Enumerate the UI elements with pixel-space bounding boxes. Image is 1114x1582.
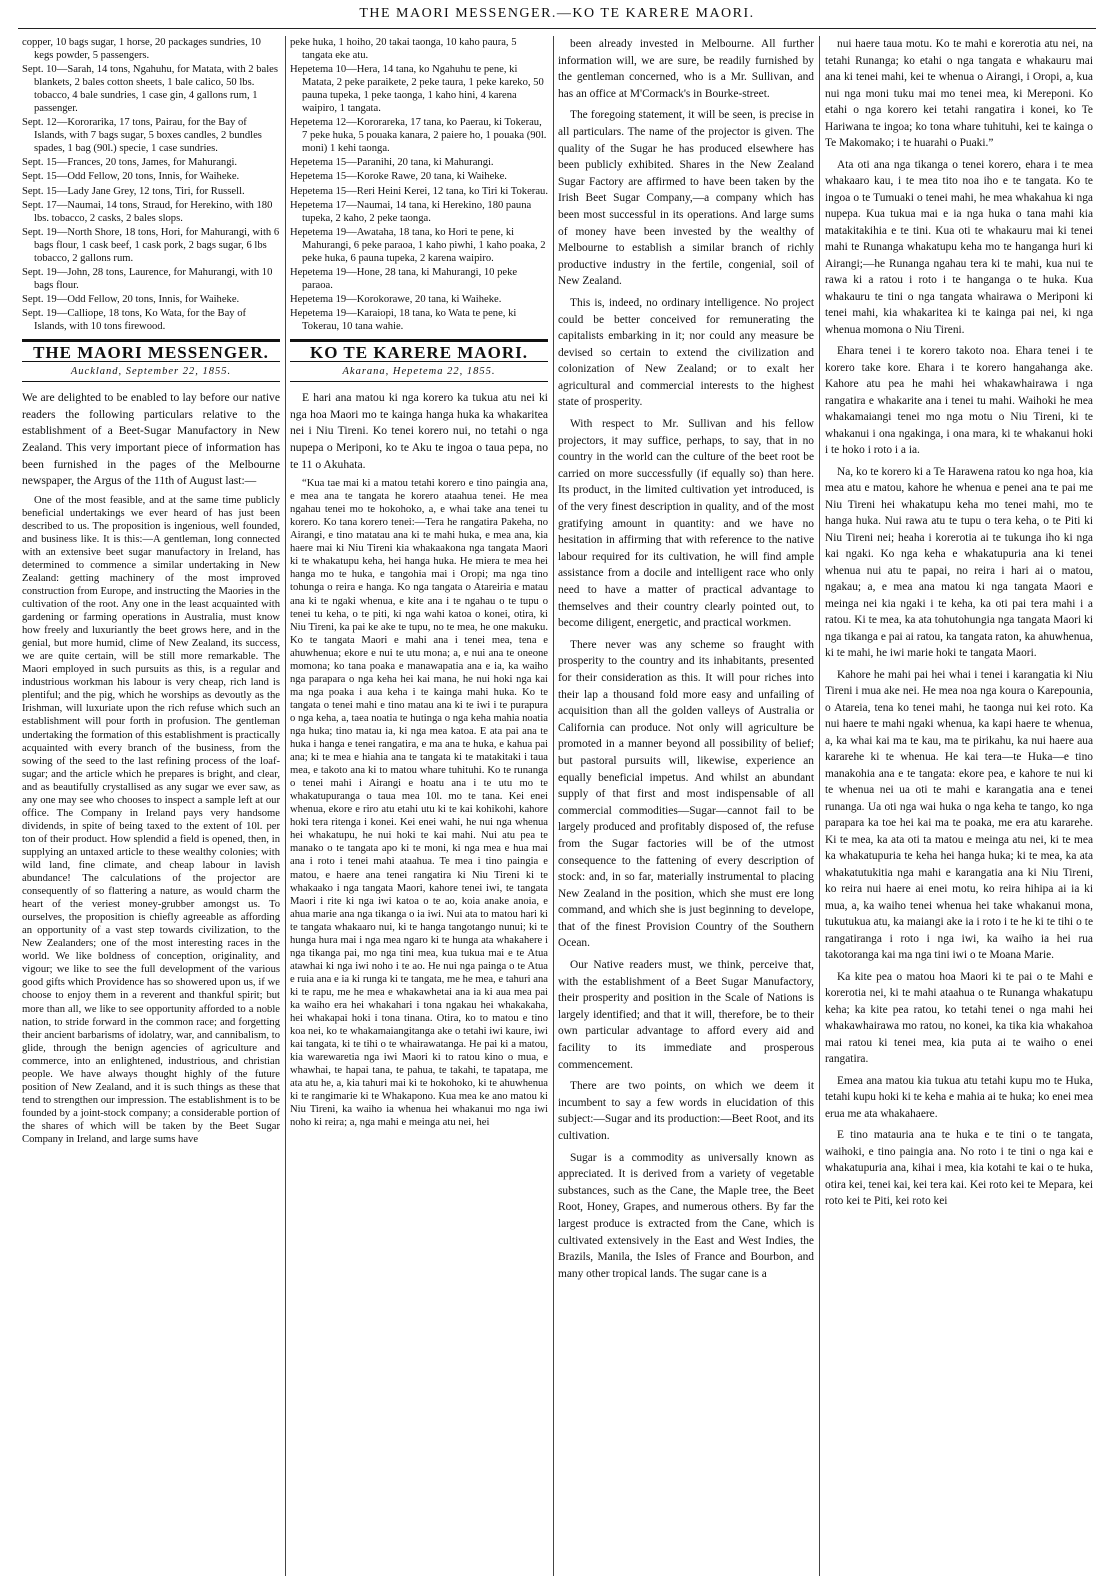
shipping-entry: Hepetema 15—Paranihi, 20 tana, ki Mahurangi. — [290, 157, 494, 169]
shipping-entry: Sept. 15—Frances, 20 tons, James, for Mahurangi. — [22, 157, 238, 169]
shipping-entry: Sept. 10—Sarah, 14 tons, Ngahuhu, for Matata, with 2 bales blankets, 2 bales cotton sheets, 1 bale calico, 50 lbs. tobacco, 4 bale sundries, 1 case gin, 4 gallons rum, 1 passenger. — [22, 64, 278, 115]
paragraph: E tino matauria ana te huka e te tini o te tangata, waihoki, e tino paingia ana. No roto i te tini o nga kai e whakatupuria ana, kihai i mea, kia kotahi te kai o te huka, otira kei, tenei kai, kei tera kai. Kei roto kei te Mepara, kei roto kei te Piti, kei roto kei — [825, 1129, 1093, 1207]
english-lead-paragraph: We are delighted to be enabled to lay before our native readers the following particulars relative to the establishment of a Beet-Sugar Manufactory in New Zealand. This very important piece of information has been furnished in the pages of the Melbourne newspaper, the Argus of the 11th of August last:— — [22, 391, 280, 488]
paragraph: Ka kite pea o matou hoa Maori ki te pai o te Mahi e korerotia nei, ki te mahi ataahua o te Runanga whakatupu keha; ka kite pea ratou, ko tetahi tenei o nga mahi hei whakawhairawa mo ratou, no konei, ka tika kia whakahoa mai ratou ki tenei mea, kia puta ai te waiho o enei rangatira. — [825, 970, 1093, 1065]
shipping-entry: Hepetema 19—Awataha, 18 tana, ko Hori te pene, ki Mahurangi, 6 peke paraoa, 1 kaho piwhi, 1 kaho poaka, 2 peke huka, 6 pauna tupeka, 2 karena waipiro. — [290, 226, 546, 264]
column-rule — [553, 36, 554, 1576]
paragraph: There never was any scheme so fraught with prosperity to the country and its inhabitants, presented for their consideration as this. It will pour riches into their lap a thousand fold more easy and unfailing of acquisition than all the golden valleys of Australia or California can produce. Not only will agriculture be promoted in a manner beyond all possibility of belief; but pastoral pursuits will, likewise, experience an equally beneficial impetus. And whilst an abundant supply of that first and most indispensable of all commercial commodities—Sugar—cannot fail to be largely produced and profitably disposed of, the refuse from the Sugar factories will be of the utmost consequence to the fattening of every description of stock: and, in so far, materially instrumental to placing New Zealand in the position, which she must ere long command, and which she is just beginning to develope, that of the finest Provision Country of the Southern Ocean. — [558, 638, 814, 950]
maori-dateline: Akarana, Hepetema 22, 1855. — [290, 365, 548, 382]
maori-continuation-column — [825, 36, 1093, 1576]
paragraph: been already invested in Melbourne. All further information will, we are sure, be readily furnished by the gentleman concerned, who is a Mr. Sullivan, and has an office at M'Cormack's in Bourke-street. — [558, 38, 814, 100]
paragraph: nui haere taua motu. Ko te mahi e korerotia atu nei, na tetahi Runanga; ko etahi o nga tangata e whakauru mai ana ki tenei mahi, kei te whenua o Airangi, i Oropi, a, kua nui nga moni tuku mai mo tenei mea, ki Mereponi. Ko etahi o nga korero kei tetahi rangatira i konei, ko Te Hariwana te ingoa; ko tona whare tuhituhi, kei te kainga o Te Makomako; i te huarahi o Puaki.” — [825, 38, 1093, 149]
paragraph: Na, ko te korero ki a Te Harawena ratou ko nga hoa, kia mea atu e matou, kahore he whenua e penei ana te pai me Niu Tireni hei whakatupu keha mo tenei mahi, mo te hanga huka. Nui rawa atu te tupu o tera keha, o te Piti ki Niu Tireni nei; heaha i korerotia ai te tukunga iho ki nga kai ngaki. Ko nga keha e whakatupuria ana ki tenei whenua nui atu te papai, no reira i hari ai o matou, ngakau; a, e mea ana matou ki nga tangata Maori e meinga nei kia ngaki i te keha, ka oti pai tera mahi i a ratou. Ki te mea, ka ata tohutohungia nga tangata Maori ki nga tikanga e pai ai ratou, ka tangata raton, ka ahuwhenua, ki te mahi, he iwi marie hoki te tangata Maori. — [825, 465, 1093, 659]
shipping-entry: Hepetema 15—Koroke Rawe, 20 tana, ki Waiheke. — [290, 171, 507, 183]
shipping-entry: copper, 10 bags sugar, 1 horse, 20 packages sundries, 10 kegs powder, 5 passengers. — [22, 37, 261, 62]
shipping-entry: Sept. 15—Odd Fellow, 20 tons, Innis, for Waiheke. — [22, 171, 240, 183]
shipping-entry: Hepetema 19—Hone, 28 tana, ki Mahurangi, 10 peke paraoa. — [290, 266, 518, 291]
paragraph: One of the most feasible, and at the same time publicly beneficial undertakings we ever heard of has just been described to us. The proposition is ingenious, well founded, and business like. It is this:—A gentleman, long connected with an extensive beet sugar manufactory in Ireland, has determined to commence a similar undertaking in New Zealand: getting machinery of the most improved construction from Europe, and instructing the Maories in the cultivation of the root. Any one in the least acquainted with gardening or farming operations in Australia, must know how freely and luxuriantly the beet grows here, and in the genial, but more humid, clime of New Zealand, its success, we are quite certain, will be still more remarkable. The Maori employed in such pursuits as this, is a regular and industrious workman his labour is very cheap, rich land is plentiful; and the pig, which he worships as devoutly as the Irishman, will luxuriate upon the rich refuse which such an establishment will pour forth in profusion. The gentleman undertaking the formation of this establishment is practically acquainted with every branch of the business, from the sowing of the seed to the last refining process of the loaf-sugar; and the article which he prepares is bright, and clear, and as beautifully crystallised as any sugar we ever saw, as any one may see who chooses to inspect a sample left at our office. The Company in Ireland pays very handsome dividends, in spite of being taxed to the extent of 10l. per ton of their product. How splendid a field is opened, then, in supplying an untaxed article to these wealthy colonies; with wild land, fine climate, and cheap labour in lavish abundance! The calculations of the projector are consequently of so flattering a nature, as would charm the heart of the veriest money-grubber amongst us. To ourselves, the proposition is chiefly agreeable as affording an opportunity of a vast step towards civilization, to the New Zealanders; one of the most interesting races in the world. We like boldness of conception, originality, and vigour; we like to see the full development of the various good gifts which Providence has so showered upon us, if we choose to enjoy them in a reverent and thankful spirit; but more than all, we like to see opportunity afforded to a noble nation, to stride forward in the common race; and forgetting their ancient barbarisms of idolatry, war, and cannibalism, to glide, through the benign agencies of agriculture and commerce, into an enlightened, industrious, and christian people. We have always thought highly of the future position of New Zealand, and it is such things as these that tend to strengthen our impression. The establishment is to be founded by a joint-stock company; a considerable portion of the shares of which will be taken by the Beet Sugar Company in Ireland, and large sums have — [22, 494, 280, 1145]
shipping-entry: Sept. 19—Calliope, 18 tons, Ko Wata, for the Bay of Islands, with 10 tons firewood. — [22, 307, 247, 332]
english-article-body — [22, 494, 280, 1146]
paragraph: Sugar is a commodity as universally known as appreciated. It is derived from a variety of vegetable substances, such as the Cane, the Maple tree, the Beet Root, Honey, Grapes, and numerous others. By far the largest produce is extracted from the Cane, which is cultivated extensively in the East and West Indies, the Brazils, Manila, the Isles of France and Bourbon, and many other tropical lands. The sugar cane is a — [558, 1151, 814, 1280]
running-head: THE MAORI MESSENGER.—KO TE KARERE MAORI. — [359, 6, 755, 21]
maori-masthead: KO TE KARERE MAORI. — [290, 339, 548, 362]
english-masthead: THE MAORI MESSENGER. — [22, 339, 280, 362]
column-rule — [285, 36, 286, 1576]
paragraph: There are two points, on which we deem it incumbent to say a few words in elucidation of this subject:—Sugar and its production:—Beet Root, and its cultivation. — [558, 1080, 814, 1142]
shipping-entry: Sept. 12—Kororarika, 17 tons, Pairau, for the Bay of Islands, with 7 bags sugar, 5 boxes candles, 2 bundles spades, 1 bag (90l.) specie, 1 case sundries. — [22, 117, 262, 155]
shipping-entry: Hepetema 19—Korokorawe, 20 tana, ki Waiheke. — [290, 293, 502, 305]
paragraph: With respect to Mr. Sullivan and his fellow projectors, it may suffice, perhaps, to say, that in no country in the world can the culture of the beet root be carried on more successfully (if equally so) than here. Its product, in the limited cultivation yet introduced, is of the very finest description in quality, and of the most gratifying amount in quantity: and we have no hesitation in affirming that with reference to the native labour required for its cultivation, he will find ample assistance from a docile and intelligent race who only need to have a matter of practical advantage to themselves and their country clearly pointed out, to become diligent, energetic, and practical workmen. — [558, 418, 814, 630]
maori-article-body: “Kua tae mai ki a matou tetahi korero e tino paingia ana, e mea ana te tangata he korero ataahua tenei. He mea ngahau tenei mo te hokohoko, a, e whai take ana tenei tu korero. Ko tana korero tenei:—Tera he rangatira Pakeha, no Airangi, e tino matatau ana ki te mahi huka, e mea ana, kia haere mai ki Niu Tireni kia whakaakona nga tangata Maori ki te whakatupu keha, hei hanga huka. He miera te mea hei hanga mo te huka, e tangohia mai i Oropi; ma nga tino tohunga o reira e hanga. Ko nga tangata o Atareiria e matau ana ki te ngaki whenua, e kite ana i te ngahau o te tupu o tenei tu keha, o te piti, ki nga wahi katoa o konei, otira, ki Niu Tireni, ka pai ke ake te tupu, no te mea, he one makuku. Ko te tangata Maori e mahi ana i tenei mea, tena e ahuwhenua; ekore e nui te utu mona; a, e nui ana te oneone momona; ko tana poaka e manawapatia ana e ia, ka waiho nga parapara o nga keha hei kai mana, he nui hoki nga kai ma nga poaka i aua keha i te kainga mahi huka. Ko te tangata o tenei mahi e tino matau ana ki te iwi i te purapura o nga keha, a, taea noatia te hutinga o nga keha mahia noatia nga huka; tino matau ia, ki nga mea katoa. E ata pai ana te huka i hanga e tenei rangatira, e ma ana te huka, e kahua pai ana; ki te mea e hiahia ana te tangata ki te matakitaki i taua mea, e takoto ana ki to matou whare tuhituhi. Ko te runanga o tenei mahi i Airangi e hoatu ana i te utu mo te whakatupuranga o taua mea 10l. mo te tana. Kei enei whenua, ekore e riro atu etahi utu ki te kai kohikohi, kahore hoki tera ritenga i konei. Kei enei wahi, he nui nga whenua hei whakatupu, he nui hoki te kai mahi. Nui atu pea te manako o te tangata apo ki te moni, ki nga mea e hua mai ana i roto i tenei mahi ataahua. Te mea i tino paingia e matou, e haere ana tenei rangatira ki Niu Tireni ki te whakaako i nga tangata Maori, kahore tenei iwi, te tangata Maori i rite ki nga iwi katoa o te ao, koia anake anoia, e ahua marie ana nga tikanga o ia iwi. Nui ata to matou hari ki te tangata whakaaro nui, ki te hanga tangotango nunui; ki te hunga hura mai i nga mea ngaro ki te hunga ata whakahere i nga tikanga pai, mo nga tini mea, kua tukua mai e te Atua atawhai ki nga iwi noho i te ao. He nui nga painga o te Atua e ruia ana e ia ki runga ki te tangata, me he mea, e tahuri ana ki te rapu, me he mea e whakawhetai ana ia ki aua mea pai ka waiho era hei whakahari i tona ngakau hei whakakaha, hei whakapai hoki i tona tinana. Otira, ko to matou e tino koa nei, ko te whakamaiangitanga ake o tetahi iwi kaure, iwi kai tangata, ki te tihi o te whairawatanga. He pai ki a matou, kia warewaretia nga iwi Maori ki to ratou kino o mua, e whawhai, te hapai tana, te pahua, te takahi, te tapatapa, me ata atu he, a, kia tahuri mai ki te hokohoko, ki te ahuwhenua ki te rangimarie ki te Whakapono. Kua mea ke ano matou ki Niu Tireni, ka waiho ia whenua hei whakanui mo nga iwi noho ki reira; a, nga mahi e meinga atu nei, hei — [290, 478, 548, 1129]
english-column — [22, 36, 280, 1576]
maori-shipping-list — [290, 36, 548, 333]
shipping-entry: peke huka, 1 hoiho, 20 takai taonga, 10 kaho paura, 5 tangata eke atu. — [290, 37, 517, 62]
english-shipping-list — [22, 36, 280, 333]
shipping-entry: Sept. 19—North Shore, 18 tons, Hori, for Mahurangi, with 6 bags flour, 1 cask beef, 1 cask pork, 2 bags sugar, 6 lbs tobacco, 2 gallons rum. — [22, 226, 280, 264]
paragraph: Kahore he mahi pai hei whai i tenei i karangatia ki Niu Tireni i mua ake nei. He mea noa nga koura o Karepounia, o Atareia, tena ko tenei mahi, he taonga nui kei roto. Ka nui haere te mahi ngaki whenua, ka kapi haere te whenua, a, ka whai kai ma te kau, ma te pirikahu, ka nui haere aua kararehe ki te whenua. He kai tera—te Huka—e tino manakohia ana e te tangata: ekore pea, e kahore te nui ki te whenua nei ua oti te mahi e karangatia ana e tenei runanga. Ua oti nga wai huka o nga keha te tango, ko nga parapara ka toe hei kai ma te poaka, me era atu kararehe. Ki te mea, ka ata oti ta matou e meinga atu nei, ki te mea ka whakatupuria te keha hei hanga huka; ki te mea, ka ata whakatutukitia nga mahi e karangatia ana ki Niu Tireni, ko reira nui haere ai enei motu, ko reira hihipa ai ia ki mua, a, ka waiho tenei whenua hei take whakanui mona, tukutukua atu, ka maiangi ake ia i roto i te he ki te tihi o te rangatiranga i roto i nga iwi, ka waiho ia hei rua takotoranga kai ma nga tini iwi o te Moana Marie. — [825, 668, 1093, 961]
english-dateline: Auckland, September 22, 1855. — [22, 365, 280, 382]
shipping-entry: Sept. 19—Odd Fellow, 20 tons, Innis, for Waiheke. — [22, 293, 240, 305]
paragraph: Ehara tenei i te korero takoto noa. Ehara tenei i te korero take kore. Ehara i te korero hangahanga ake. Kahore atu pea he mahi hei whakawhairawa i nga rangatira e whakarite ana i tenei tu mahi. Waihoki he mea whakamaiangi tenei mo nga motu o Niu Tireni, ki te whakanui i ona ngakinga, i ona mara, ki te whakanui hoki i te hoko i roto i a ia. — [825, 345, 1093, 456]
shipping-entry: Hepetema 17—Naumai, 14 tana, ki Herekino, 180 pauna tupeka, 2 kaho, 2 peke taonga. — [290, 199, 532, 224]
paragraph: This is, indeed, no ordinary intelligence. No project could be better conceived for remunerating the capitalists embarking in it; nor could any measure be devised so certain to extend the civilization and colonization of New Zealand; or to exalt her agricultural and commercial interests to the highest state of prosperity. — [558, 296, 814, 409]
paragraph: Our Native readers must, we think, perceive that, with the establishment of a Beet Sugar Manufactory, their prosperity and position in the Scale of Nations is largely identified; and that it will, therefore, be to their own particular advantage to afford every aid and facility to its immediate and prosperous commencement. — [558, 959, 814, 1071]
shipping-entry: Sept. 15—Lady Jane Grey, 12 tons, Tiri, for Russell. — [22, 185, 245, 197]
header-rule — [18, 28, 1096, 29]
shipping-entry: Hepetema 15—Reri Heini Kerei, 12 tana, ko Tiri ki Tokerau. — [290, 185, 548, 197]
shipping-entry: Hepetema 19—Karaiopi, 18 tana, ko Wata te pene, ki Tokerau, 10 tana wahie. — [290, 307, 517, 332]
paragraph: Ata oti ana nga tikanga o tenei korero, ehara i te mea whakaaro kau, i te mea tito noa iho e te tangata. Ko te ingoa o te Tumuaki o tenei mahi, he mea whakahua ki nga nupepa. Kua tukua mai e ia nga huka o tana mahi kia matakitakihia e te tini. Kua oti te whakauru mai ki tenei mahi te Runanga whakatupu keha mo te hanganga huri ki Airangi;—he Runanga ngahau tera ki te mahi, kua nui te rawa ki a ratou i roto i te hanganga o te huka. Kua whakauru te tini o nga tangata whairawa o Meriponi ki tenei mahi, kia whakaritea ki te kainga pai nei, ki nga whenua momona o Niu Tireni. — [825, 158, 1093, 336]
paragraph: The foregoing statement, it will be seen, is precise in all particulars. The name of the projector is given. The quality of the Sugar he has produced elsewhere has been publicly exhibited. Shares in the New Zealand Sugar Factory are affirmed to have been taken by the Irish Beet Sugar Company,—a company which has been most successful in its operations. And large sums of money have been invested by the wealthy of Melbourne to establish a similar branch of richly productive industry in the fertile, congenial, soil of New Zealand. — [558, 109, 814, 288]
column-rule — [819, 36, 820, 1576]
shipping-entry: Sept. 19—John, 28 tons, Laurence, for Mahurangi, with 10 bags flour. — [22, 266, 273, 291]
shipping-entry: Sept. 17—Naumai, 14 tons, Straud, for Herekino, with 180 lbs. tobacco, 2 casks, 2 bales slops. — [22, 199, 273, 224]
maori-column — [290, 36, 548, 1576]
paragraph: Emea ana matou kia tukua atu tetahi kupu mo te Huka, tetahi kupu hoki ki te keha e mahia ai te huka; ko enei mea erua me ata whakahaere. — [825, 1074, 1093, 1120]
shipping-entry: Hepetema 10—Hera, 14 tana, ko Ngahuhu te pene, ki Matata, 2 peke paraikete, 2 peke taura, 1 peke kareko, 50 pauna tupeka, 1 peke taonga, 1 kaho hini, 4 karena waipiro, 1 tangata. — [290, 64, 544, 115]
english-continuation-column — [558, 36, 814, 1576]
maori-lead-paragraph: E hari ana matou ki nga korero ka tukua atu nei ki nga hoa Maori mo te kainga hanga huka ka whakaritea nei i Niu Tireni. Ko tenei korero nui, no tetahi o nga nupepa o Meriponi, ko te Aku te ingoa o taua pepa, no te 11 o Akuhata. — [290, 391, 548, 471]
shipping-entry: Hepetema 12—Kororareka, 17 tana, ko Paerau, ki Tokerau, 7 peke huka, 5 pouaka kanara, 2 paiere ho, 1 pouaka (90l. moni) 1 kehi taonga. — [290, 117, 547, 155]
